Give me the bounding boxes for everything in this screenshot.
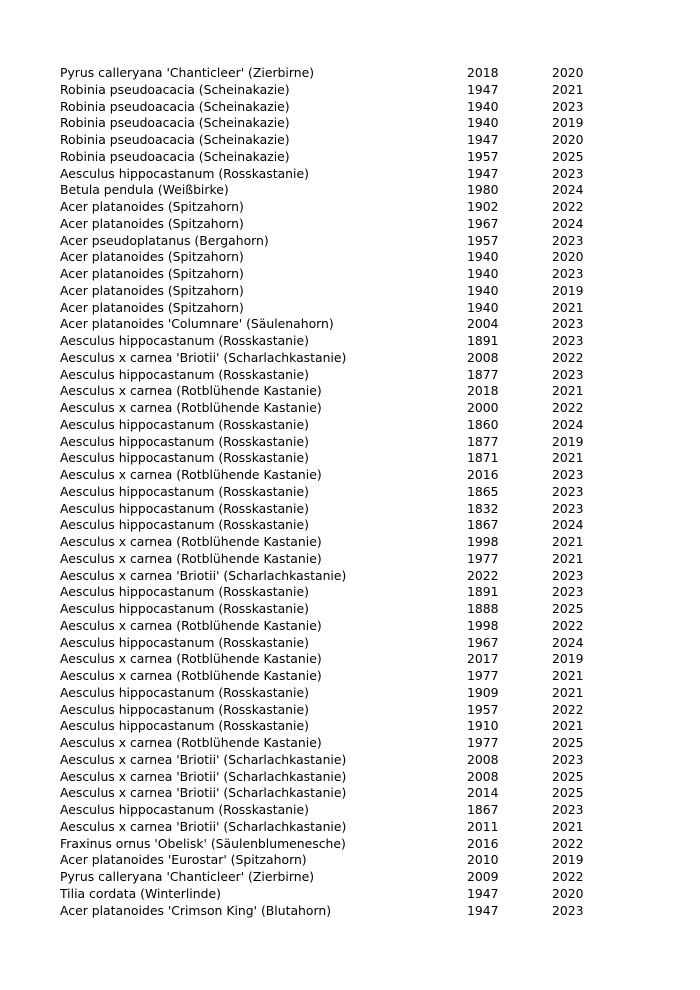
planted-year-cell: 2017 bbox=[467, 651, 499, 667]
table-row bbox=[60, 65, 650, 82]
table-row bbox=[60, 350, 650, 367]
planted-year-cell: 1980 bbox=[467, 182, 499, 198]
tree-name-cell: Tilia cordata (Winterlinde) bbox=[60, 885, 221, 901]
tree-name-cell: Aesculus x carnea (Rotblühende Kastanie) bbox=[60, 651, 322, 667]
planted-year-cell: 1940 bbox=[467, 98, 499, 114]
table-row bbox=[60, 551, 650, 568]
planted-year-cell: 1909 bbox=[467, 684, 499, 700]
tree-name-cell: Aesculus x carnea 'Briotii' (Scharlachkastanie) bbox=[60, 751, 347, 767]
checked-year-cell: 2023 bbox=[552, 567, 584, 583]
checked-year-cell: 2022 bbox=[552, 400, 584, 415]
table-row bbox=[60, 249, 650, 266]
checked-year-cell: 2021 bbox=[552, 383, 584, 399]
checked-year-cell: 2020 bbox=[552, 249, 584, 265]
checked-year-cell: 2023 bbox=[552, 467, 584, 482]
checked-year-cell: 2023 bbox=[552, 333, 584, 348]
checked-year-cell: 2021 bbox=[552, 684, 584, 700]
table-row bbox=[60, 467, 650, 484]
checked-year-cell: 2021 bbox=[552, 81, 584, 97]
table-row bbox=[60, 149, 650, 166]
table-row bbox=[60, 785, 650, 802]
checked-year-cell: 2024 bbox=[552, 416, 584, 432]
table-row bbox=[60, 166, 650, 183]
tree-name-cell: Aesculus x carnea (Rotblühende Kastanie) bbox=[60, 400, 322, 415]
table-row bbox=[60, 702, 650, 719]
table-row bbox=[60, 266, 650, 283]
table-row bbox=[60, 651, 650, 668]
checked-year-cell: 2021 bbox=[552, 299, 584, 315]
planted-year-cell: 1947 bbox=[467, 902, 499, 918]
table-row bbox=[60, 450, 650, 467]
checked-year-cell: 2019 bbox=[552, 852, 584, 868]
tree-table bbox=[60, 65, 650, 919]
planted-year-cell: 2018 bbox=[467, 383, 499, 399]
checked-year-cell: 2023 bbox=[552, 751, 584, 767]
planted-year-cell: 1957 bbox=[467, 232, 499, 248]
planted-year-cell: 1940 bbox=[467, 249, 499, 265]
checked-year-cell: 2024 bbox=[552, 215, 584, 231]
planted-year-cell: 2010 bbox=[467, 852, 499, 868]
planted-year-cell: 2011 bbox=[467, 818, 499, 834]
checked-year-cell: 2022 bbox=[552, 869, 584, 884]
table-row bbox=[60, 115, 650, 132]
checked-year-cell: 2022 bbox=[552, 199, 584, 214]
tree-name-cell: Acer platanoides (Spitzahorn) bbox=[60, 199, 244, 214]
planted-year-cell: 1998 bbox=[467, 617, 499, 633]
checked-year-cell: 2021 bbox=[552, 450, 584, 466]
tree-name-cell: Betula pendula (Weißbirke) bbox=[60, 182, 229, 198]
checked-year-cell: 2022 bbox=[552, 349, 584, 365]
table-row bbox=[60, 484, 650, 501]
checked-year-cell: 2023 bbox=[552, 584, 584, 600]
tree-name-cell: Aesculus x carnea 'Briotii' (Scharlachkastanie) bbox=[60, 818, 347, 834]
checked-year-cell: 2021 bbox=[552, 818, 584, 834]
planted-year-cell: 1998 bbox=[467, 534, 499, 549]
tree-name-cell: Aesculus hippocastanum (Rosskastanie) bbox=[60, 416, 309, 432]
planted-year-cell: 1947 bbox=[467, 132, 499, 147]
table-row bbox=[60, 718, 650, 735]
planted-year-cell: 1940 bbox=[467, 282, 499, 298]
planted-year-cell: 1891 bbox=[467, 584, 499, 600]
checked-year-cell: 2024 bbox=[552, 634, 584, 650]
table-row bbox=[60, 886, 650, 903]
planted-year-cell: 2016 bbox=[467, 467, 499, 482]
planted-year-cell: 1860 bbox=[467, 416, 499, 432]
tree-name-cell: Aesculus x carnea 'Briotii' (Scharlachkastanie) bbox=[60, 768, 347, 784]
tree-name-cell: Robinia pseudoacacia (Scheinakazie) bbox=[60, 81, 290, 97]
tree-name-cell: Aesculus hippocastanum (Rosskastanie) bbox=[60, 802, 309, 817]
table-row bbox=[60, 668, 650, 685]
table-row bbox=[60, 233, 650, 250]
tree-name-cell: Acer platanoides (Spitzahorn) bbox=[60, 266, 244, 281]
checked-year-cell: 2025 bbox=[552, 785, 584, 801]
checked-year-cell: 2022 bbox=[552, 835, 584, 851]
planted-year-cell: 2008 bbox=[467, 751, 499, 767]
planted-year-cell: 1947 bbox=[467, 81, 499, 97]
checked-year-cell: 2023 bbox=[552, 483, 584, 499]
tree-name-cell: Aesculus hippocastanum (Rosskastanie) bbox=[60, 718, 309, 734]
table-row bbox=[60, 802, 650, 819]
table-row bbox=[60, 367, 650, 384]
tree-name-cell: Acer pseudoplatanus (Bergahorn) bbox=[60, 232, 269, 248]
table-row bbox=[60, 635, 650, 652]
checked-year-cell: 2023 bbox=[552, 366, 584, 382]
tree-name-cell: Aesculus x carnea (Rotblühende Kastanie) bbox=[60, 550, 322, 566]
checked-year-cell: 2025 bbox=[552, 768, 584, 784]
planted-year-cell: 1967 bbox=[467, 634, 499, 650]
tree-name-cell: Robinia pseudoacacia (Scheinakazie) bbox=[60, 148, 290, 164]
table-row bbox=[60, 869, 650, 886]
table-row bbox=[60, 434, 650, 451]
planted-year-cell: 1977 bbox=[467, 735, 499, 750]
tree-name-cell: Acer platanoides 'Crimson King' (Blutahorn) bbox=[60, 902, 332, 918]
checked-year-cell: 2021 bbox=[552, 718, 584, 734]
checked-year-cell: 2020 bbox=[552, 132, 584, 147]
table-row bbox=[60, 383, 650, 400]
tree-name-cell: Aesculus x carnea (Rotblühende Kastanie) bbox=[60, 383, 322, 399]
tree-name-cell: Aesculus hippocastanum (Rosskastanie) bbox=[60, 601, 309, 616]
table-row bbox=[60, 568, 650, 585]
tree-name-cell: Aesculus x carnea (Rotblühende Kastanie) bbox=[60, 534, 322, 549]
tree-name-cell: Acer platanoides (Spitzahorn) bbox=[60, 249, 244, 265]
table-row bbox=[60, 769, 650, 786]
tree-table-body bbox=[60, 65, 650, 919]
tree-name-cell: Aesculus x carnea (Rotblühende Kastanie) bbox=[60, 617, 322, 633]
table-row bbox=[60, 618, 650, 635]
tree-name-cell: Aesculus hippocastanum (Rosskastanie) bbox=[60, 450, 309, 466]
planted-year-cell: 1940 bbox=[467, 266, 499, 281]
planted-year-cell: 1867 bbox=[467, 517, 499, 533]
tree-name-cell: Aesculus hippocastanum (Rosskastanie) bbox=[60, 517, 309, 533]
planted-year-cell: 1891 bbox=[467, 333, 499, 348]
planted-year-cell: 1832 bbox=[467, 500, 499, 516]
tree-name-cell: Robinia pseudoacacia (Scheinakazie) bbox=[60, 98, 290, 114]
tree-name-cell: Aesculus hippocastanum (Rosskastanie) bbox=[60, 333, 309, 348]
tree-name-cell: Aesculus hippocastanum (Rosskastanie) bbox=[60, 500, 309, 516]
planted-year-cell: 2004 bbox=[467, 316, 499, 332]
checked-year-cell: 2025 bbox=[552, 735, 584, 750]
planted-year-cell: 1888 bbox=[467, 601, 499, 616]
checked-year-cell: 2023 bbox=[552, 232, 584, 248]
table-row bbox=[60, 182, 650, 199]
tree-name-cell: Aesculus hippocastanum (Rosskastanie) bbox=[60, 684, 309, 700]
tree-name-cell: Robinia pseudoacacia (Scheinakazie) bbox=[60, 115, 290, 131]
tree-name-cell: Acer platanoides 'Columnare' (Säulenahorn) bbox=[60, 316, 334, 332]
tree-name-cell: Aesculus hippocastanum (Rosskastanie) bbox=[60, 701, 309, 717]
planted-year-cell: 1940 bbox=[467, 299, 499, 315]
planted-year-cell: 2018 bbox=[467, 65, 499, 80]
planted-year-cell: 2009 bbox=[467, 869, 499, 884]
table-row bbox=[60, 836, 650, 853]
tree-name-cell: Aesculus hippocastanum (Rosskastanie) bbox=[60, 584, 309, 600]
checked-year-cell: 2023 bbox=[552, 98, 584, 114]
tree-name-cell: Acer platanoides 'Eurostar' (Spitzahorn) bbox=[60, 852, 307, 868]
planted-year-cell: 2000 bbox=[467, 400, 499, 415]
planted-year-cell: 1865 bbox=[467, 483, 499, 499]
planted-year-cell: 1977 bbox=[467, 550, 499, 566]
table-row bbox=[60, 903, 650, 920]
tree-name-cell: Aesculus hippocastanum (Rosskastanie) bbox=[60, 634, 309, 650]
checked-year-cell: 2023 bbox=[552, 165, 584, 181]
checked-year-cell: 2023 bbox=[552, 316, 584, 332]
checked-year-cell: 2019 bbox=[552, 433, 584, 449]
table-row bbox=[60, 852, 650, 869]
table-row bbox=[60, 685, 650, 702]
planted-year-cell: 1947 bbox=[467, 165, 499, 181]
planted-year-cell: 1967 bbox=[467, 215, 499, 231]
tree-name-cell: Acer platanoides (Spitzahorn) bbox=[60, 282, 244, 298]
checked-year-cell: 2021 bbox=[552, 668, 584, 683]
tree-name-cell: Fraxinus ornus 'Obelisk' (Säulenblumenesche) bbox=[60, 835, 346, 851]
checked-year-cell: 2024 bbox=[552, 182, 584, 198]
planted-year-cell: 1867 bbox=[467, 802, 499, 817]
tree-name-cell: Pyrus calleryana 'Chanticleer' (Zierbirne) bbox=[60, 869, 315, 884]
tree-name-cell: Aesculus hippocastanum (Rosskastanie) bbox=[60, 433, 309, 449]
planted-year-cell: 1940 bbox=[467, 115, 499, 131]
planted-year-cell: 2022 bbox=[467, 567, 499, 583]
planted-year-cell: 1957 bbox=[467, 701, 499, 717]
tree-name-cell: Aesculus hippocastanum (Rosskastanie) bbox=[60, 165, 309, 181]
checked-year-cell: 2020 bbox=[552, 885, 584, 901]
tree-name-cell: Robinia pseudoacacia (Scheinakazie) bbox=[60, 132, 290, 147]
tree-name-cell: Aesculus x carnea 'Briotii' (Scharlachkastanie) bbox=[60, 785, 347, 801]
checked-year-cell: 2022 bbox=[552, 617, 584, 633]
checked-year-cell: 2024 bbox=[552, 517, 584, 533]
table-row bbox=[60, 300, 650, 317]
checked-year-cell: 2023 bbox=[552, 266, 584, 281]
planted-year-cell: 2016 bbox=[467, 835, 499, 851]
checked-year-cell: 2021 bbox=[552, 534, 584, 549]
checked-year-cell: 2025 bbox=[552, 148, 584, 164]
checked-year-cell: 2025 bbox=[552, 601, 584, 616]
tree-name-cell: Aesculus x carnea 'Briotii' (Scharlachkastanie) bbox=[60, 567, 347, 583]
planted-year-cell: 2008 bbox=[467, 768, 499, 784]
table-row bbox=[60, 216, 650, 233]
tree-name-cell: Pyrus calleryana 'Chanticleer' (Zierbirne) bbox=[60, 65, 315, 80]
table-row bbox=[60, 819, 650, 836]
table-row bbox=[60, 199, 650, 216]
checked-year-cell: 2021 bbox=[552, 550, 584, 566]
table-row bbox=[60, 333, 650, 350]
planted-year-cell: 1947 bbox=[467, 885, 499, 901]
checked-year-cell: 2023 bbox=[552, 902, 584, 918]
table-row bbox=[60, 400, 650, 417]
planted-year-cell: 2014 bbox=[467, 785, 499, 801]
checked-year-cell: 2019 bbox=[552, 282, 584, 298]
planted-year-cell: 1957 bbox=[467, 148, 499, 164]
planted-year-cell: 1902 bbox=[467, 199, 499, 214]
table-row bbox=[60, 584, 650, 601]
tree-name-cell: Aesculus x carnea (Rotblühende Kastanie) bbox=[60, 735, 322, 750]
checked-year-cell: 2023 bbox=[552, 500, 584, 516]
tree-name-cell: Acer platanoides (Spitzahorn) bbox=[60, 299, 244, 315]
tree-name-cell: Aesculus hippocastanum (Rosskastanie) bbox=[60, 366, 309, 382]
checked-year-cell: 2019 bbox=[552, 651, 584, 667]
table-row bbox=[60, 132, 650, 149]
planted-year-cell: 1877 bbox=[467, 366, 499, 382]
checked-year-cell: 2022 bbox=[552, 701, 584, 717]
tree-name-cell: Aesculus hippocastanum (Rosskastanie) bbox=[60, 483, 309, 499]
checked-year-cell: 2019 bbox=[552, 115, 584, 131]
planted-year-cell: 1910 bbox=[467, 718, 499, 734]
table-row bbox=[60, 99, 650, 116]
table-row bbox=[60, 283, 650, 300]
table-row bbox=[60, 601, 650, 618]
checked-year-cell: 2020 bbox=[552, 65, 584, 80]
table-row bbox=[60, 517, 650, 534]
planted-year-cell: 2008 bbox=[467, 349, 499, 365]
planted-year-cell: 1977 bbox=[467, 668, 499, 683]
tree-name-cell: Acer platanoides (Spitzahorn) bbox=[60, 215, 244, 231]
table-row bbox=[60, 82, 650, 99]
tree-name-cell: Aesculus x carnea (Rotblühende Kastanie) bbox=[60, 467, 322, 482]
tree-name-cell: Aesculus x carnea (Rotblühende Kastanie) bbox=[60, 668, 322, 683]
tree-name-cell: Aesculus x carnea 'Briotii' (Scharlachkastanie) bbox=[60, 349, 347, 365]
planted-year-cell: 1877 bbox=[467, 433, 499, 449]
table-row bbox=[60, 417, 650, 434]
table-row bbox=[60, 534, 650, 551]
table-row bbox=[60, 735, 650, 752]
table-row bbox=[60, 501, 650, 518]
table-row bbox=[60, 752, 650, 769]
checked-year-cell: 2023 bbox=[552, 802, 584, 817]
planted-year-cell: 1871 bbox=[467, 450, 499, 466]
table-row bbox=[60, 316, 650, 333]
